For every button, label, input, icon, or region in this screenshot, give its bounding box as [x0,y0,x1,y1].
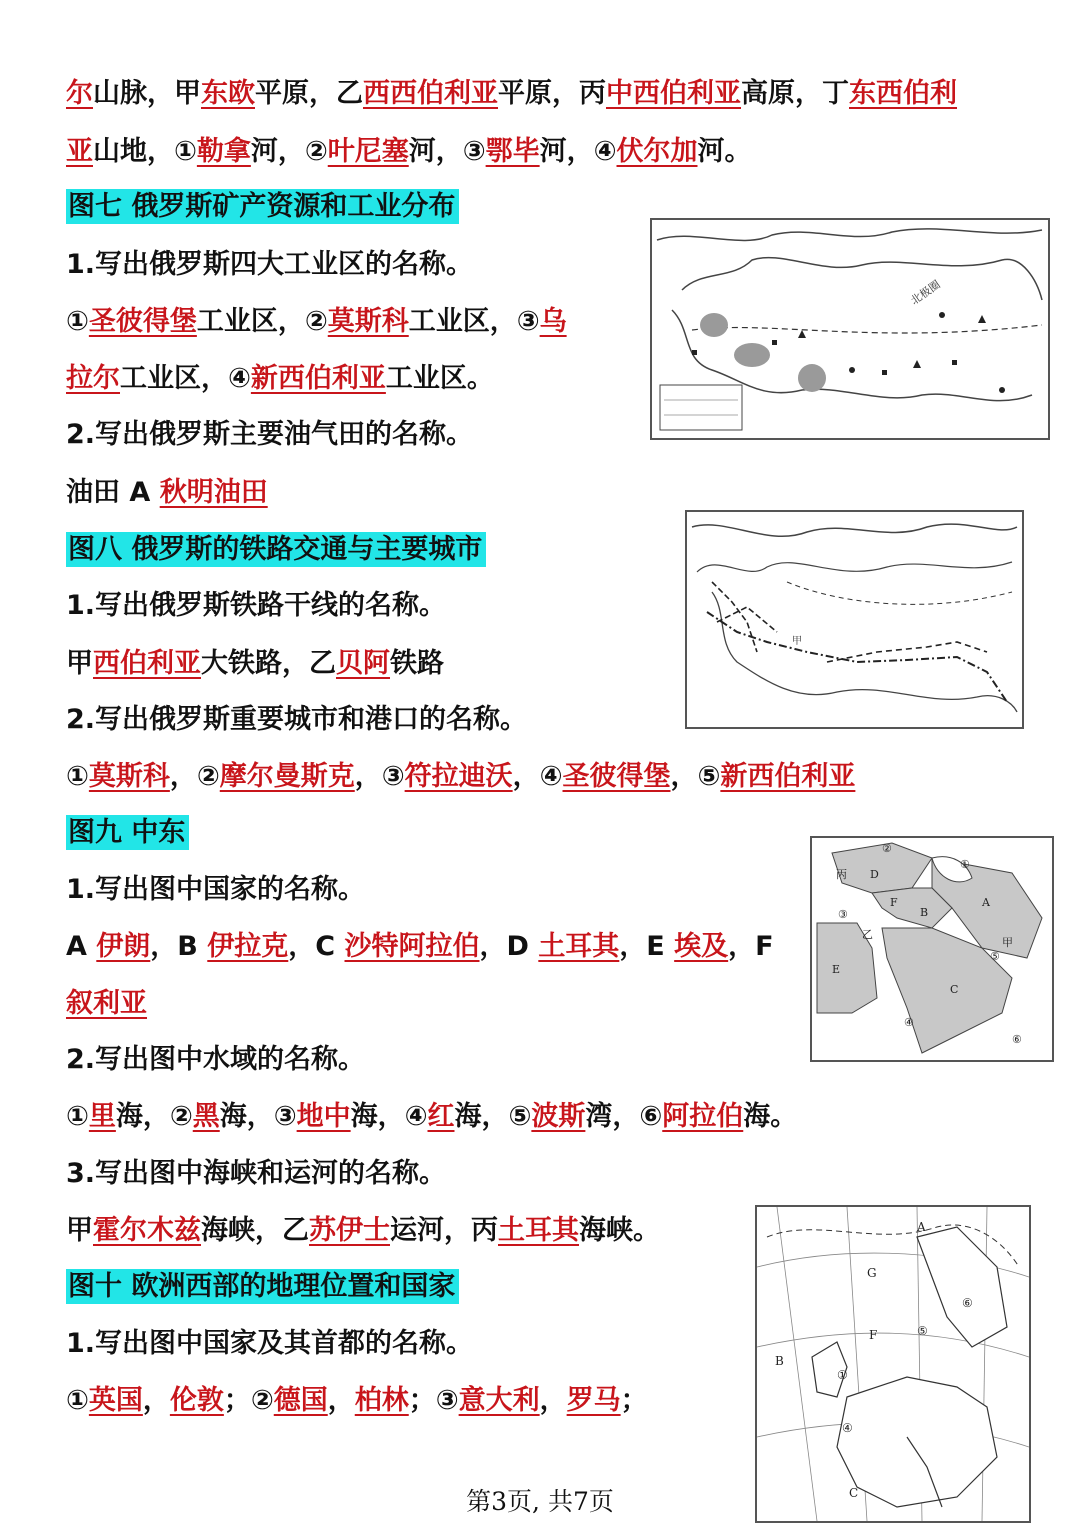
text: ， [142,1385,170,1416]
text: 甲 [66,1215,93,1246]
text: ① [66,1385,89,1416]
text: 工业区，④ [120,363,251,394]
map-label: 乙 [862,928,873,941]
text: ，④ [512,761,563,792]
text: ，C [288,931,345,962]
text: 河，③ [408,136,486,167]
answer: 东欧 [201,78,255,109]
text: ，E [619,931,675,962]
answer: 苏伊士 [309,1215,390,1246]
answer: 土耳其 [498,1215,579,1246]
fig10-answer-capitals [66,1381,648,1421]
map-label: C [950,983,959,996]
fig9-answer-straits [66,1211,660,1251]
answer: 贝阿 [336,648,390,679]
map-label: ④ [842,1421,853,1435]
map-label: ⑤ [917,1324,928,1338]
answer: 勒拿 [196,136,251,167]
map-label: ⑥ [962,1296,973,1310]
map-label: ⑤ [990,950,1000,963]
answer: 伏尔加 [616,136,698,167]
text: 海，② [115,1101,193,1132]
answer: 新西伯利亚 [720,761,856,792]
text: ，③ [354,761,405,792]
text: 海，③ [219,1101,297,1132]
text-line-rivers [66,132,752,172]
map-label: E [832,963,841,976]
answer: 伊朗 [96,931,151,962]
text: 油田 A [66,477,160,508]
answer: 乌 [539,306,567,337]
text: 平原，乙 [255,78,363,109]
middle-east-map [810,836,1054,1062]
text: 湾，⑥ [585,1101,663,1132]
text: 高原，丁 [741,78,849,109]
answer: 土耳其 [538,931,620,962]
text: 铁路 [390,648,444,679]
fig9-answer-countries-1 [66,927,774,967]
answer: 新西伯利亚 [250,363,386,394]
answer: 黑 [192,1101,220,1132]
answer: 符拉迪沃 [404,761,513,792]
text: ，⑤ [670,761,721,792]
fig9-question-2: 2.写出图中水域的名称。 [66,1044,366,1075]
answer: 阿拉伯 [662,1101,744,1132]
fig8-heading [66,530,486,570]
map-label: ⑥ [1012,1033,1022,1046]
text: 河。 [697,136,752,167]
map-label: F [890,896,898,909]
fig9-title: 图九 中东 [66,815,189,850]
map-label: 北极圈 [908,277,943,308]
answer: 圣彼得堡 [88,306,197,337]
answer: 霍尔木兹 [93,1215,201,1246]
text: ① [66,1101,89,1132]
answer: 西西伯利亚 [363,78,498,109]
answer: 波斯 [531,1101,586,1132]
answer: 德国 [273,1385,328,1416]
answer: 沙特阿拉伯 [344,931,480,962]
russia-minerals-map [650,218,1050,440]
text: 海峡。 [579,1215,660,1246]
text: 工业区，③ [408,306,540,337]
answer: 中西伯利亚 [606,78,741,109]
text: 海峡，乙 [201,1215,309,1246]
text: ① [66,306,89,337]
text: 海，④ [350,1101,428,1132]
answer: 罗马 [566,1385,621,1416]
map-label: ② [882,842,892,855]
fig7-answer-oilfield [66,473,268,513]
fig9-answer-waters [66,1097,797,1137]
answer: 摩尔曼斯克 [219,761,355,792]
answer: 意大利 [458,1385,540,1416]
answer: 叙利亚 [66,988,147,1019]
text: ，F [728,931,774,962]
answer: 东西伯利 [849,78,957,109]
text: 运河，丙 [390,1215,498,1246]
fig9-answer-countries-2 [66,984,147,1024]
answer: 英国 [88,1385,143,1416]
map-label: A [917,1220,926,1234]
answer: 伦敦 [169,1385,224,1416]
fig7-question-2: 2.写出俄罗斯主要油气田的名称。 [66,419,474,450]
map-label: G [867,1266,877,1280]
text: ， [327,1385,355,1416]
map-label: A [982,896,990,909]
answer: 莫斯科 [88,761,170,792]
map-label: 甲 [792,636,802,647]
text: 工业区。 [385,363,494,394]
text: 甲 [66,648,93,679]
answer: 红 [427,1101,455,1132]
fig8-question-2: 2.写出俄罗斯重要城市和港口的名称。 [66,704,528,735]
fig7-heading [66,187,459,227]
map-label: 甲 [1002,936,1013,949]
answer: 亚 [66,136,93,167]
text: 山地，① [93,136,197,167]
answer: 尔 [66,78,93,109]
map-label: ① [960,858,970,871]
map-label: F [869,1328,878,1342]
text: ；③ [408,1385,459,1416]
fig9-heading [66,813,189,853]
text: ，B [150,931,208,962]
text: ① [66,761,89,792]
map-label: B [775,1354,784,1368]
text: ；② [223,1385,274,1416]
fig10-question-1: 1.写出图中国家及其首都的名称。 [66,1328,474,1359]
text: ，D [479,931,539,962]
text: 河，④ [539,136,617,167]
answer: 鄂毕 [485,136,540,167]
fig10-heading [66,1267,459,1307]
fig10-title: 图十 欧洲西部的地理位置和国家 [66,1269,459,1304]
map-label: ③ [838,908,848,921]
answer: 伊拉克 [207,931,289,962]
fig9-question-1: 1.写出图中国家的名称。 [66,874,366,905]
text: ，② [169,761,220,792]
page-footer: 第3页, 共7页 [466,1487,614,1516]
text: 海。 [743,1101,798,1132]
map-label: 丙 [836,868,847,881]
russia-railway-map [685,510,1024,729]
answer: 埃及 [674,931,729,962]
text: 大铁路，乙 [201,648,336,679]
fig8-answer-cities [66,757,855,797]
map-label: ① [837,1368,848,1382]
text: 河，② [250,136,328,167]
answer: 莫斯科 [327,306,409,337]
map-label: ④ [904,1016,914,1029]
map-label: B [920,906,929,919]
text: ； [620,1385,648,1416]
fig8-title: 图八 俄罗斯的铁路交通与主要城市 [66,532,486,567]
answer: 拉尔 [66,363,120,394]
text: 平原，丙 [498,78,606,109]
answer: 里 [88,1101,116,1132]
fig9-question-3: 3.写出图中海峡和运河的名称。 [66,1158,447,1189]
text: A [66,931,97,962]
fig8-answer-railways [66,644,444,684]
text-line-mountains-plains [66,74,957,114]
text: 山脉，甲 [93,78,201,109]
fig7-answer-industrial-2 [66,359,494,399]
text: 海，⑤ [454,1101,532,1132]
answer: 地中 [296,1101,351,1132]
fig7-answer-industrial-1 [66,302,567,342]
map-label: C [849,1486,859,1500]
answer: 西伯利亚 [93,648,201,679]
map-label: D [870,868,879,881]
fig8-question-1: 1.写出俄罗斯铁路干线的名称。 [66,590,447,621]
fig7-question-1: 1.写出俄罗斯四大工业区的名称。 [66,249,474,280]
fig7-title: 图七 俄罗斯矿产资源和工业分布 [66,189,459,224]
text: 工业区，② [196,306,328,337]
answer: 柏林 [354,1385,409,1416]
western-europe-map [755,1205,1031,1523]
text: ， [539,1385,567,1416]
answer: 圣彼得堡 [562,761,671,792]
answer: 秋明油田 [159,477,268,508]
answer: 叶尼塞 [327,136,409,167]
